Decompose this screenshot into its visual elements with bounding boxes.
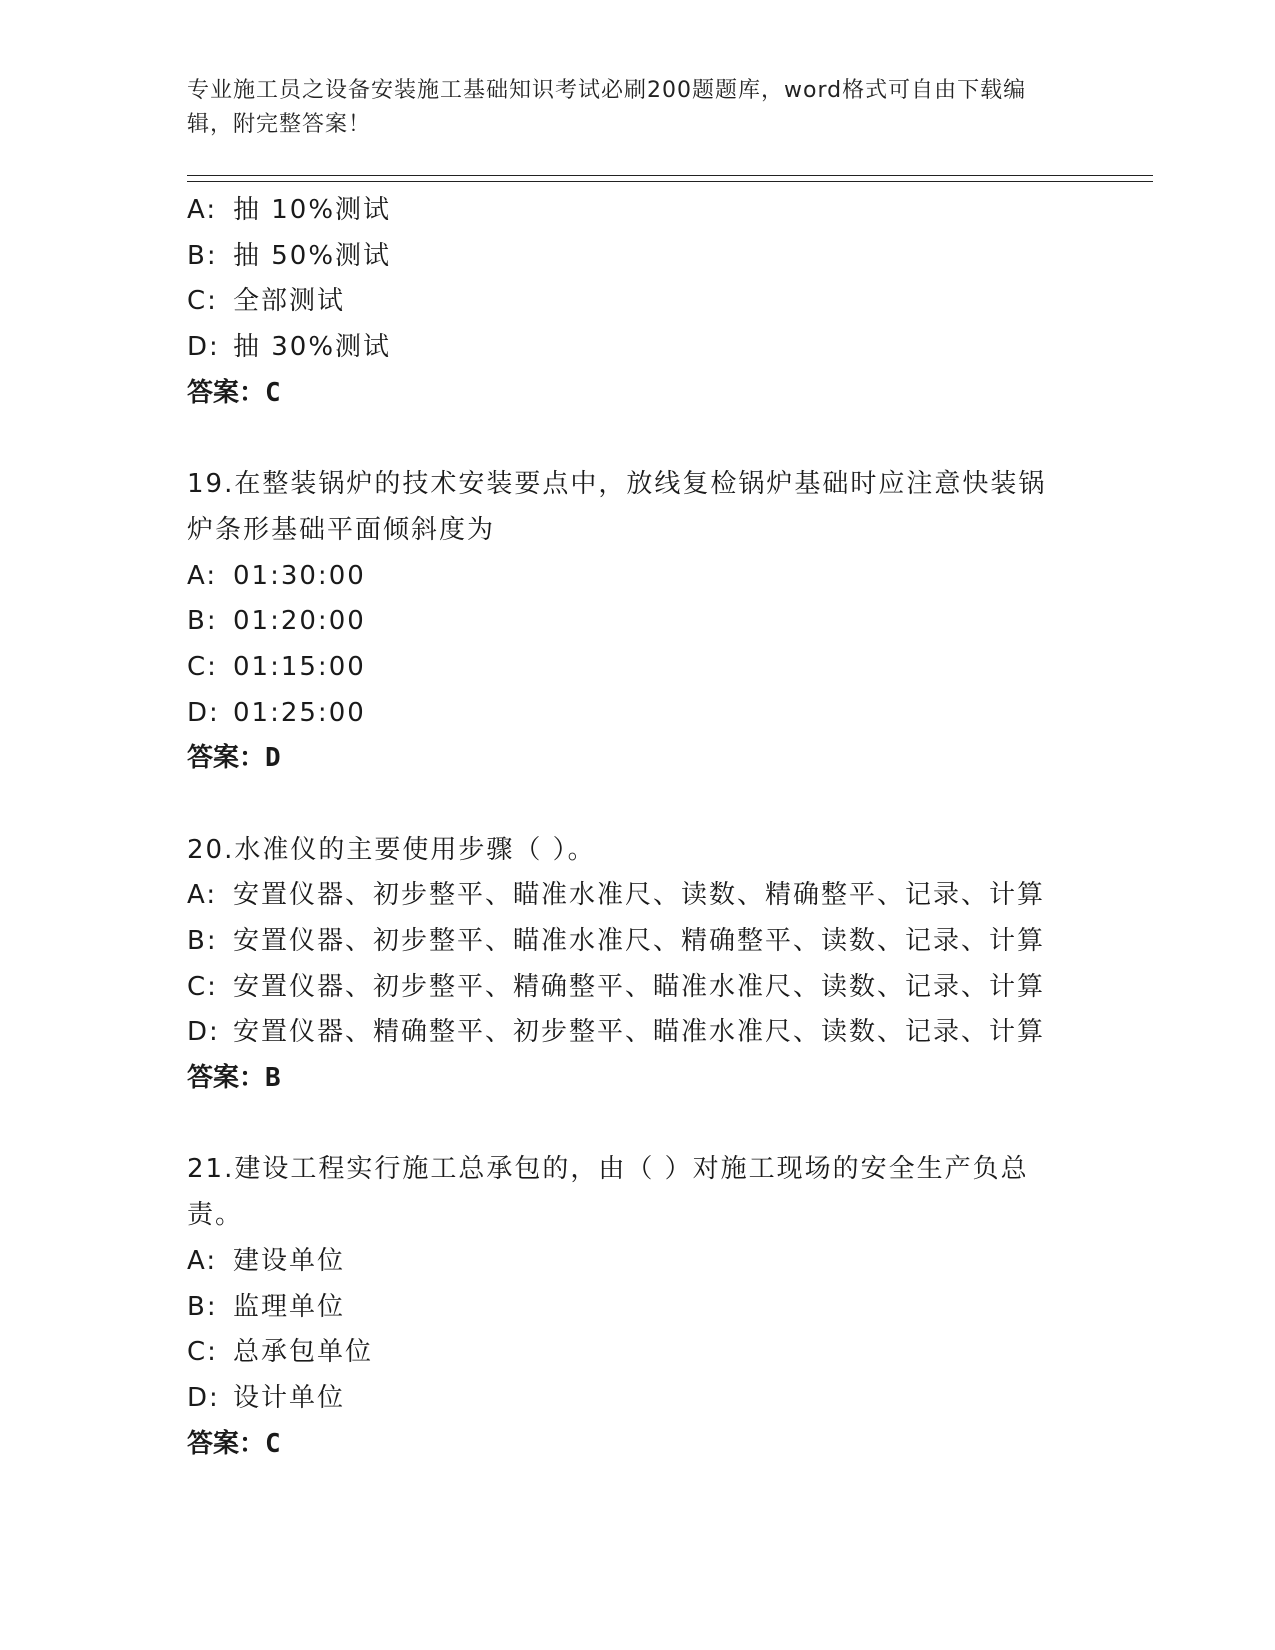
question-21 bbox=[187, 1147, 1087, 1467]
option-text: 抽 30%测试 bbox=[233, 332, 392, 363]
option-text: 安置仪器、精确整平、初步整平、瞄准水准尺、读数、记录、计算 bbox=[233, 1017, 1046, 1048]
option-d bbox=[187, 1010, 1087, 1056]
option-letter: C: bbox=[187, 1337, 218, 1368]
option-d bbox=[187, 325, 1087, 371]
option-text: 抽 10%测试 bbox=[233, 195, 392, 225]
question-19 bbox=[187, 462, 1087, 782]
question-stem-continued: 责。 bbox=[187, 1200, 244, 1231]
question-18-tail bbox=[187, 188, 1087, 416]
option-letter: A: bbox=[187, 1245, 218, 1276]
option-a bbox=[187, 188, 1087, 234]
option-a bbox=[187, 873, 1087, 919]
option-letter: A: bbox=[187, 880, 218, 911]
question-stem: 19.在整装锅炉的技术安装要点中，放线复检锅炉基础时应注意快装锅 bbox=[187, 469, 1047, 500]
spacer bbox=[187, 416, 1087, 462]
option-text: 设计单位 bbox=[233, 1382, 346, 1413]
option-text: 建设单位 bbox=[233, 1245, 346, 1276]
option-text: 01:30:00 bbox=[233, 560, 366, 591]
option-letter: D: bbox=[187, 1382, 220, 1413]
question-stem: 20.水准仪的主要使用步骤（ ）。 bbox=[187, 834, 596, 865]
option-c bbox=[187, 965, 1087, 1011]
answer-line: 答案：C bbox=[187, 377, 281, 408]
option-letter: C: bbox=[187, 971, 218, 1002]
document-header: 专业施工员之设备安装施工基础知识考试必刷200题题库，word格式可自由下载编辑，附完整答案！ bbox=[187, 78, 1027, 137]
option-text: 01:15:00 bbox=[233, 651, 366, 682]
question-20 bbox=[187, 828, 1087, 1102]
answer-line: 答案：D bbox=[187, 743, 281, 774]
option-c bbox=[187, 1330, 1087, 1376]
question-list bbox=[187, 188, 1087, 1467]
answer-line: 答案：B bbox=[187, 1063, 281, 1094]
option-a bbox=[187, 1239, 1087, 1285]
spacer bbox=[187, 782, 1087, 828]
option-text: 安置仪器、初步整平、瞄准水准尺、精确整平、读数、记录、计算 bbox=[233, 926, 1046, 956]
question-stem-continued: 炉条形基础平面倾斜度为 bbox=[187, 514, 496, 545]
option-c bbox=[187, 645, 1087, 691]
option-letter: C: bbox=[187, 651, 218, 682]
option-letter: B: bbox=[187, 1291, 218, 1322]
question-stem: 21.建设工程实行施工总承包的，由（ ）对施工现场的安全生产负总 bbox=[187, 1154, 1029, 1185]
header-divider-top bbox=[187, 175, 1153, 176]
option-b bbox=[187, 599, 1087, 645]
option-letter: D: bbox=[187, 1017, 220, 1048]
option-c bbox=[187, 279, 1087, 325]
spacer bbox=[187, 1102, 1087, 1148]
option-text: 安置仪器、初步整平、瞄准水准尺、读数、精确整平、记录、计算 bbox=[233, 880, 1046, 911]
option-text: 总承包单位 bbox=[233, 1337, 374, 1368]
answer-line: 答案：C bbox=[187, 1428, 281, 1459]
option-text: 监理单位 bbox=[233, 1291, 346, 1322]
option-b bbox=[187, 919, 1087, 965]
option-d bbox=[187, 1376, 1087, 1422]
option-letter: B: bbox=[187, 606, 218, 637]
option-a bbox=[187, 554, 1087, 600]
option-text: 01:25:00 bbox=[233, 697, 366, 728]
option-b bbox=[187, 1285, 1087, 1331]
option-letter: C: bbox=[187, 286, 218, 317]
option-text: 抽 50%测试 bbox=[233, 240, 392, 271]
option-text: 01:20:00 bbox=[233, 606, 366, 637]
header-divider-bottom bbox=[187, 181, 1153, 182]
option-text: 安置仪器、初步整平、精确整平、瞄准水准尺、读数、记录、计算 bbox=[233, 971, 1046, 1002]
option-letter: A: bbox=[187, 195, 218, 225]
option-letter: B: bbox=[187, 926, 218, 956]
option-letter: D: bbox=[187, 697, 220, 728]
option-letter: D: bbox=[187, 332, 220, 363]
option-letter: A: bbox=[187, 560, 218, 591]
option-b bbox=[187, 234, 1087, 280]
option-d bbox=[187, 691, 1087, 737]
option-letter: B: bbox=[187, 240, 218, 271]
option-text: 全部测试 bbox=[233, 286, 346, 317]
